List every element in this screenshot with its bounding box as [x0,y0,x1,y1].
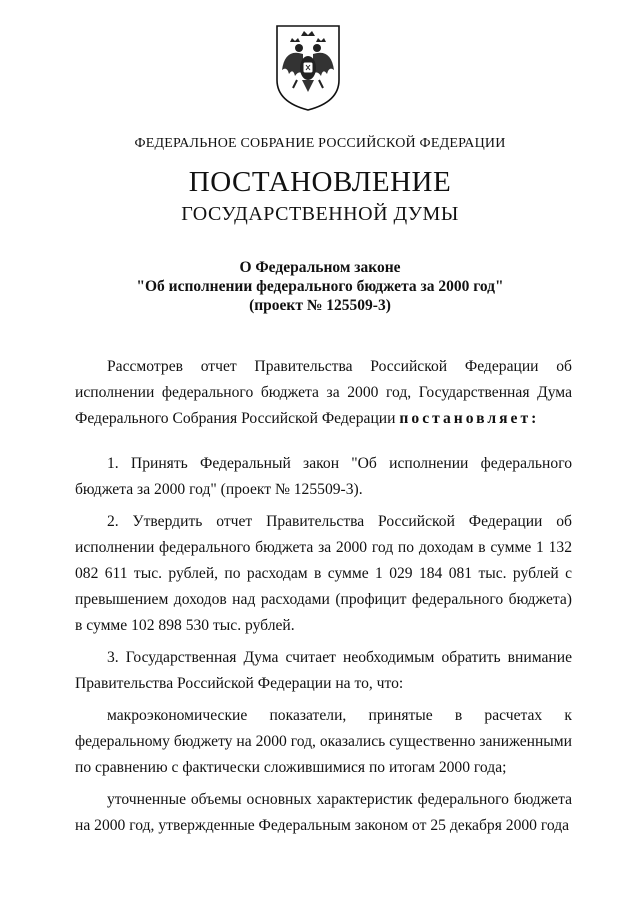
document-body [75,354,572,839]
about-block [0,258,640,315]
item-2: 2. Утвердить отчет Правительства Российской Федерации об исполнении федерального бюджета за 2000 год по доходам в сумме 1 132 082 611 тыс. рублей, по расходам в сумме 1 029 184 081 тыс. рублей с превышением доходов над расходами (профицит федерального бюджета) в сумме 102 898 530 тыс. рублей. [75,513,572,634]
preamble-paragraph [75,354,572,432]
organization-name: ФЕДЕРАЛЬНОЕ СОБРАНИЕ РОССИЙСКОЙ ФЕДЕРАЦИИ [134,136,506,151]
item-1: 1. Принять Федеральный закон "Об исполнении федерального бюджета за 2000 год" (проект № 125509-3). [75,455,572,498]
coat-of-arms-icon [273,22,343,112]
decree-word: постановляет: [399,410,540,427]
about-line-2: "Об исполнении федерального бюджета за 2000 год" [136,278,504,295]
item-3-point-1: макроэкономические показатели, принятые в расчетах к федеральному бюджету на 2000 год, оказались существенно заниженными по сравнению с фактически сложившимися по итогам 2000 года; [75,707,572,776]
about-line-3: (проект № 125509-3) [249,297,391,314]
about-line-1: О Федеральном законе [239,259,401,276]
preamble-text: Рассмотрев отчет Правительства Российской Федерации об исполнении федерального бюджета за 2000 год, Государственная Дума Федерального Собрания Российской Федерации [75,358,572,427]
document-title: ПОСТАНОВЛЕНИЕ [188,166,452,198]
document-subtitle: ГОСУДАРСТВЕННОЙ ДУМЫ [181,203,459,225]
item-3-point-2: уточненные объемы основных характеристик федерального бюджета на 2000 год, утвержденные Федеральным законом от 25 декабря 2000 года [75,791,572,834]
item-3: 3. Государственная Дума считает необходимым обратить внимание Правительства Российской Федерации на то, что: [75,649,572,692]
